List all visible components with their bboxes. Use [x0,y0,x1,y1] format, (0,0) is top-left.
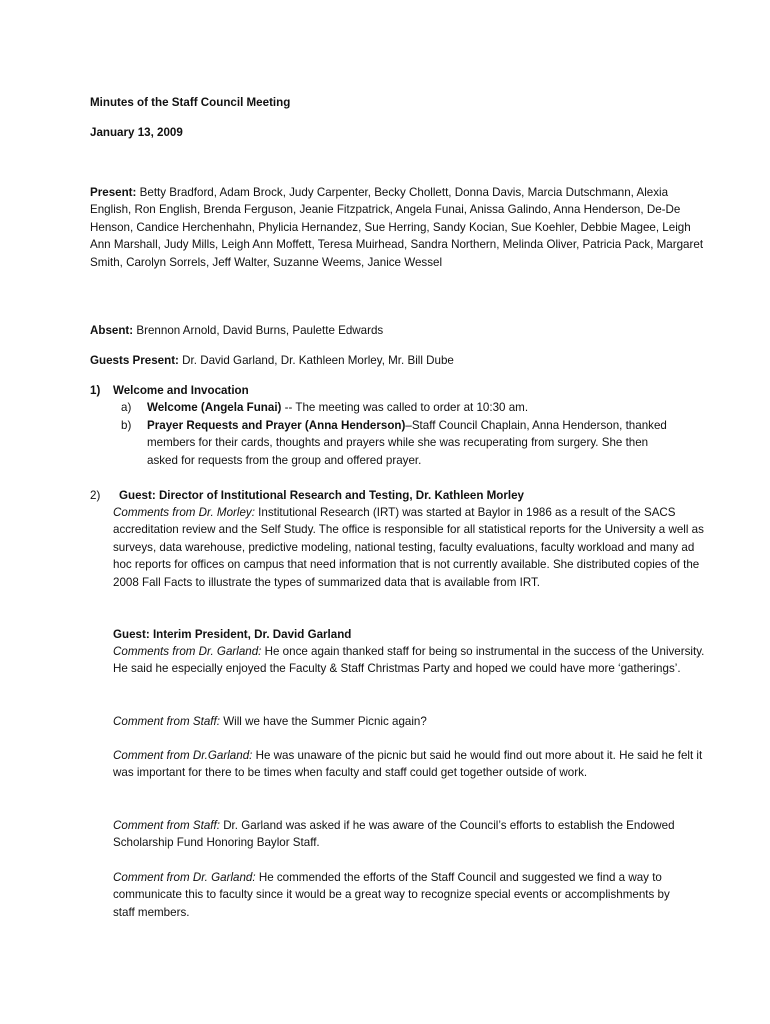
absent-label: Absent: [90,324,134,337]
meeting-date: January 13, 2009 [90,126,183,139]
guests-label: Guests Present: [90,354,179,367]
garland-comment-3-text: He commended the efforts of the Staff Council and suggested we find a way to communicate this to faculty since it would be a great way to recognize special events or accomplishments by staff members. [113,871,670,919]
staff-comment-1-label: Comment from Staff: [113,715,220,728]
absent-paragraph [90,322,710,339]
morley-comment-label: Comments from Dr. Morley: [113,506,255,519]
item-b-text: –Staff Council Chaplain, Anna Henderson, thanked members for their cards, thoughts and prayers while she was recuperating from surgery. She then asked for requests from the group and offered prayer. [147,419,667,467]
garland-comment-2-text: He was unaware of the picnic but said he would find out more about it. He said he felt it was important for there to be times when faculty and staff could get together outside of work. [113,749,703,780]
staff-comment-1 [113,713,708,730]
garland-comment-3-label: Comment from Dr. Garland: [113,871,256,884]
garland-comment-2 [113,747,708,782]
garland-comment-1 [113,643,708,678]
present-label: Present: [90,186,137,199]
section-1-number: 1) [90,384,101,397]
document-title: Minutes of the Staff Council Meeting [90,96,291,109]
section-1-heading: Welcome and Invocation [113,384,249,397]
section-2-number: 2) [90,489,101,502]
staff-comment-2 [113,817,708,852]
guests-paragraph [90,352,710,369]
section-2-heading: Guest: Director of Institutional Research and Testing, Dr. Kathleen Morley [119,489,524,502]
morley-comments [113,504,705,591]
staff-comment-2-label: Comment from Staff: [113,819,220,832]
absent-names: Brennon Arnold, David Burns, Paulette Edwards [136,324,384,337]
morley-comment-text: Institutional Research (IRT) was started at Baylor in 1986 as a result of the SACS accreditation review and the Self Study. The office is responsible for all statistical reports for the University a well as surveys, data warehouse, predictive modeling, national testing, faculty evaluations, faculty workload and many ad hoc reports for offices on campus that need information that is not currently available. She distributed copies of the 2008 Fall Facts to illustrate the types of summarized data that is available from IRT. [113,506,704,589]
item-b-label: Prayer Requests and Prayer (Anna Henderson) [147,419,406,432]
item-b [147,417,667,469]
garland-comment-1-text: He once again thanked staff for being so instrumental in the success of the University. He said he especially enjoyed the Faculty & Staff Christmas Party and hoped we could have more ‘gatherings’. [113,645,705,676]
staff-comment-1-text: Will we have the Summer Picnic again? [223,715,427,728]
garland-comment-3 [113,869,688,921]
item-b-marker: b) [121,419,132,432]
garland-comment-1-label: Comments from Dr. Garland: [113,645,262,658]
present-paragraph [90,184,710,271]
present-names: Betty Bradford, Adam Brock, Judy Carpenter, Becky Chollett, Donna Davis, Marcia Dutschmann, Alexia English, Ron English, Brenda Ferguson, Jeanie Fitzpatrick, Angela Funai, Anissa Galindo, Anna Henderson, De-De Henson, Candice Herchenhahn, Phylicia Hernandez, Sue Herring, Sandy Kocian, Sue Koehler, Debbie Magee, Leigh Ann Marshall, Judy Mills, Leigh Ann Moffett, Teresa Muirhead, Sandra Northern, Melinda Oliver, Patricia Pack, Margaret Smith, Carolyn Sorrels, Jeff Walter, Suzanne Weems, Janice Wessel [90,186,704,269]
item-a-marker: a) [121,401,132,414]
guest-2-heading: Guest: Interim President, Dr. David Garland [113,628,352,641]
garland-comment-2-label: Comment from Dr.Garland: [113,749,253,762]
item-a-text: -- The meeting was called to order at 10:30 am. [284,401,529,414]
item-a-label: Welcome (Angela Funai) [147,401,282,414]
staff-comment-2-text: Dr. Garland was asked if he was aware of the Council’s efforts to establish the Endowed Scholarship Fund Honoring Baylor Staff. [113,819,675,850]
item-a [147,399,707,416]
guests-names: Dr. David Garland, Dr. Kathleen Morley, Mr. Bill Dube [182,354,454,367]
